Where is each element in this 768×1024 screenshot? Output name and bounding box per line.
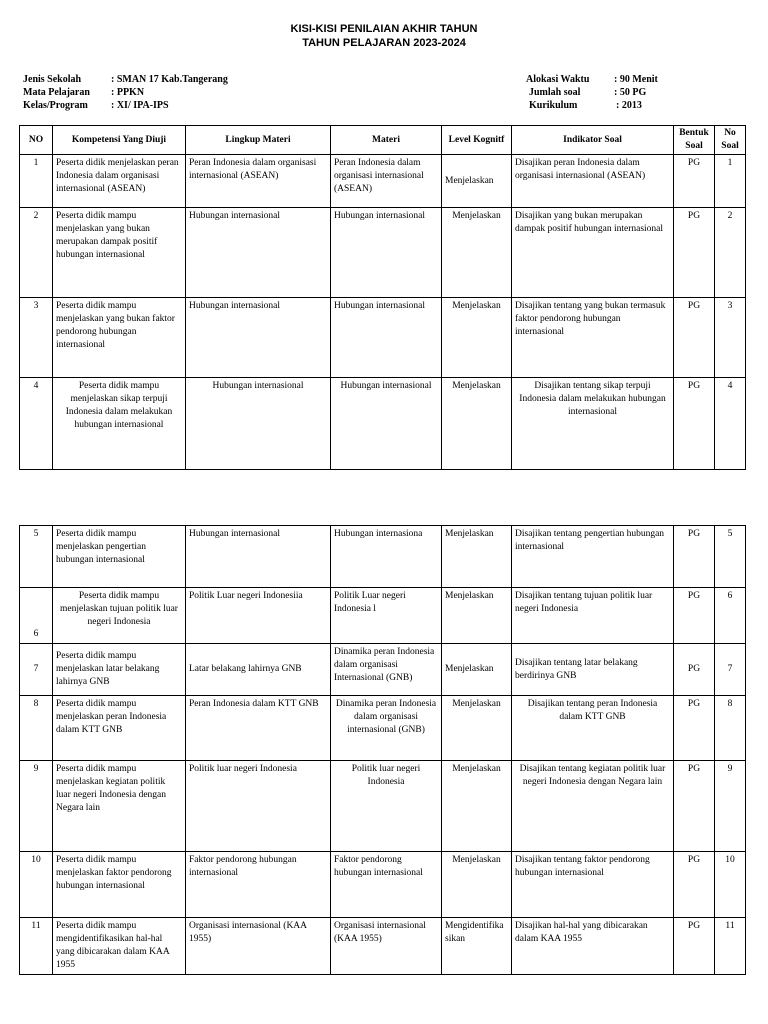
cell-bentuk: PG xyxy=(674,208,715,298)
cell-materi: Peran Indonesia dalam organisasi internasional (ASEAN) xyxy=(331,155,442,208)
cell-no: 8 xyxy=(20,696,53,761)
cell-kompetensi: Peserta didik mampu menjelaskan tujuan politik luar negeri Indonesia xyxy=(53,588,186,644)
cell-materi: Organisasi internasional (KAA 1955) xyxy=(331,918,442,975)
table-header-row xyxy=(20,126,746,155)
cell-level: Menjelaskan xyxy=(442,155,512,208)
cell-lingkup: Organisasi internasional (KAA 1955) xyxy=(186,918,331,975)
cell-bentuk: PG xyxy=(674,918,715,975)
table-row xyxy=(20,918,746,975)
col-header-level: Level Kognitf xyxy=(442,126,512,155)
table-row xyxy=(20,644,746,696)
cell-bentuk: PG xyxy=(674,526,715,588)
cell-kompetensi: Peserta didik mampu menjelaskan faktor pendorong hubungan internasional xyxy=(53,852,186,918)
cell-no-soal: 10 xyxy=(715,852,746,918)
kisi-table-page-1 xyxy=(19,125,746,470)
col-header-lingkup: Lingkup Materi xyxy=(186,126,331,155)
cell-kompetensi: Peserta didik mampu menjelaskan yang bukan merupakan dampak positif hubungan internasional xyxy=(53,208,186,298)
cell-indikator: Disajikan tentang tujuan politik luar negeri Indonesia xyxy=(512,588,674,644)
info-label: Mata Pelajaran xyxy=(23,87,90,98)
cell-lingkup: Politik Luar negeri Indonesiia xyxy=(186,588,331,644)
col-header-materi: Materi xyxy=(331,126,442,155)
cell-materi: Hubungan internasiona xyxy=(331,526,442,588)
cell-level: Menjelaskan xyxy=(442,588,512,644)
cell-bentuk: PG xyxy=(674,696,715,761)
cell-bentuk: PG xyxy=(674,155,715,208)
col-header-no: NO xyxy=(20,126,53,155)
cell-indikator: Disajikan peran Indonesia dalam organisasi internasional (ASEAN) xyxy=(512,155,674,208)
document-subtitle: TAHUN PELAJARAN 2023-2024 xyxy=(302,37,466,49)
col-header-bentuk: Bentuk Soal xyxy=(674,126,715,155)
cell-indikator: Disajikan tentang faktor pendorong hubungan internasional xyxy=(512,852,674,918)
cell-no-soal: 8 xyxy=(715,696,746,761)
cell-lingkup: Hubungan internasional xyxy=(186,298,331,378)
cell-kompetensi: Peserta didik mampu menjelaskan kegiatan politik luar negeri Indonesia dengan Negara lain xyxy=(53,761,186,852)
table-row xyxy=(20,761,746,852)
cell-indikator: Disajikan tentang sikap terpuji Indonesia dalam melakukan hubungan internasional xyxy=(512,378,674,470)
cell-level: Menjelaskan xyxy=(442,208,512,298)
info-value: : 90 Menit xyxy=(614,74,658,85)
cell-no-soal: 5 xyxy=(715,526,746,588)
cell-kompetensi: Peserta didik mampu menjelaskan sikap terpuji Indonesia dalam melakukan hubungan internasional xyxy=(53,378,186,470)
cell-no: 6 xyxy=(20,588,53,644)
cell-bentuk: PG xyxy=(674,588,715,644)
cell-materi: Faktor pendorong hubungan internasional xyxy=(331,852,442,918)
info-value: : 50 PG xyxy=(614,87,647,98)
cell-indikator: Disajikan tentang yang bukan termasuk faktor pendorong hubungan internasional xyxy=(512,298,674,378)
cell-no-soal: 9 xyxy=(715,761,746,852)
info-label: Alokasi Waktu xyxy=(526,74,590,85)
info-value: : XI/ IPA-IPS xyxy=(111,100,169,111)
cell-no: 4 xyxy=(20,378,53,470)
cell-bentuk: PG xyxy=(674,378,715,470)
cell-kompetensi: Peserta didik mampu menjelaskan pengertian hubungan internasional xyxy=(53,526,186,588)
table-row xyxy=(20,852,746,918)
cell-indikator: Disajikan tentang pengertian hubungan internasional xyxy=(512,526,674,588)
table-row xyxy=(20,696,746,761)
cell-level: Menjelaskan xyxy=(442,298,512,378)
cell-no: 9 xyxy=(20,761,53,852)
cell-level: Menjelaskan xyxy=(442,696,512,761)
cell-no-soal: 7 xyxy=(715,644,746,696)
cell-no-soal: 6 xyxy=(715,588,746,644)
cell-no-soal: 4 xyxy=(715,378,746,470)
cell-level: Menjelaskan xyxy=(442,378,512,470)
cell-lingkup: Hubungan internasional xyxy=(186,526,331,588)
cell-no: 5 xyxy=(20,526,53,588)
table-row xyxy=(20,208,746,298)
cell-no: 7 xyxy=(20,644,53,696)
col-header-kompetensi: Kompetensi Yang Diuji xyxy=(53,126,186,155)
cell-kompetensi: Peserta didik mampu menjelaskan peran Indonesia dalam KTT GNB xyxy=(53,696,186,761)
cell-bentuk: PG xyxy=(674,644,715,696)
table-row xyxy=(20,588,746,644)
cell-lingkup: Latar belakang lahirnya GNB xyxy=(186,644,331,696)
cell-lingkup: Hubungan internasional xyxy=(186,208,331,298)
cell-lingkup: Peran Indonesia dalam organisasi internasional (ASEAN) xyxy=(186,155,331,208)
cell-no: 2 xyxy=(20,208,53,298)
cell-lingkup: Politik luar negeri Indonesia xyxy=(186,761,331,852)
cell-materi: Dinamika peran Indonesia dalam organisasi Internasional (GNB) xyxy=(331,644,442,696)
cell-bentuk: PG xyxy=(674,761,715,852)
cell-kompetensi: Peserta didik menjelaskan peran Indonesia dalam organisasi internasional (ASEAN) xyxy=(53,155,186,208)
col-header-no-soal: No Soal xyxy=(715,126,746,155)
table-row xyxy=(20,378,746,470)
document-title: KISI-KISI PENILAIAN AKHIR TAHUN xyxy=(290,23,478,35)
cell-kompetensi: Peserta didik mampu mengidentifikasikan hal-hal yang dibicarakan dalam KAA 1955 xyxy=(53,918,186,975)
cell-materi: Dinamika peran Indonesia dalam organisasi internasional (GNB) xyxy=(331,696,442,761)
cell-bentuk: PG xyxy=(674,298,715,378)
cell-materi: Hubungan internasional xyxy=(331,298,442,378)
kisi-table-page-2 xyxy=(19,525,746,975)
cell-indikator: Disajikan tentang kegiatan politik luar negeri Indonesia dengan Negara lain xyxy=(512,761,674,852)
cell-no: 1 xyxy=(20,155,53,208)
cell-materi: Politik luar negeri Indonesia xyxy=(331,761,442,852)
table-row xyxy=(20,526,746,588)
col-header-indikator: Indikator Soal xyxy=(512,126,674,155)
cell-lingkup: Faktor pendorong hubungan internasional xyxy=(186,852,331,918)
cell-no: 3 xyxy=(20,298,53,378)
cell-indikator: Disajikan hal-hal yang dibicarakan dalam KAA 1955 xyxy=(512,918,674,975)
cell-kompetensi: Peserta didik mampu menjelaskan latar belakang lahirnya GNB xyxy=(53,644,186,696)
cell-indikator: Disajikan tentang latar belakang berdirinya GNB xyxy=(512,644,674,696)
cell-materi: Hubungan internasional xyxy=(331,208,442,298)
info-value: : 2013 xyxy=(616,100,642,111)
cell-level: Menjelaskan xyxy=(442,644,512,696)
cell-no: 10 xyxy=(20,852,53,918)
cell-level: Menjelaskan xyxy=(442,852,512,918)
cell-indikator: Disajikan yang bukan merupakan dampak positif hubungan internasional xyxy=(512,208,674,298)
cell-lingkup: Peran Indonesia dalam KTT GNB xyxy=(186,696,331,761)
info-value: : SMAN 17 Kab.Tangerang xyxy=(111,74,228,85)
cell-no-soal: 1 xyxy=(715,155,746,208)
info-label: Jenis Sekolah xyxy=(23,74,82,85)
cell-level: Menjelaskan xyxy=(442,526,512,588)
cell-level: Menjelaskan xyxy=(442,761,512,852)
info-label: Jumlah soal xyxy=(529,87,581,98)
info-value: : PPKN xyxy=(111,87,145,98)
cell-no-soal: 11 xyxy=(715,918,746,975)
cell-indikator: Disajikan tentang peran Indonesia dalam KTT GNB xyxy=(512,696,674,761)
cell-no: 11 xyxy=(20,918,53,975)
table-row xyxy=(20,155,746,208)
cell-bentuk: PG xyxy=(674,852,715,918)
cell-level: Mengidentifika sikan xyxy=(442,918,512,975)
cell-no-soal: 2 xyxy=(715,208,746,298)
table-row xyxy=(20,298,746,378)
cell-materi: Politik Luar negeri Indonesia l xyxy=(331,588,442,644)
cell-kompetensi: Peserta didik mampu menjelaskan yang bukan faktor pendorong hubungan internasional xyxy=(53,298,186,378)
info-label: Kurikulum xyxy=(529,100,578,111)
cell-lingkup: Hubungan internasional xyxy=(186,378,331,470)
cell-no-soal: 3 xyxy=(715,298,746,378)
cell-materi: Hubungan internasional xyxy=(331,378,442,470)
info-label: Kelas/Program xyxy=(23,100,88,111)
